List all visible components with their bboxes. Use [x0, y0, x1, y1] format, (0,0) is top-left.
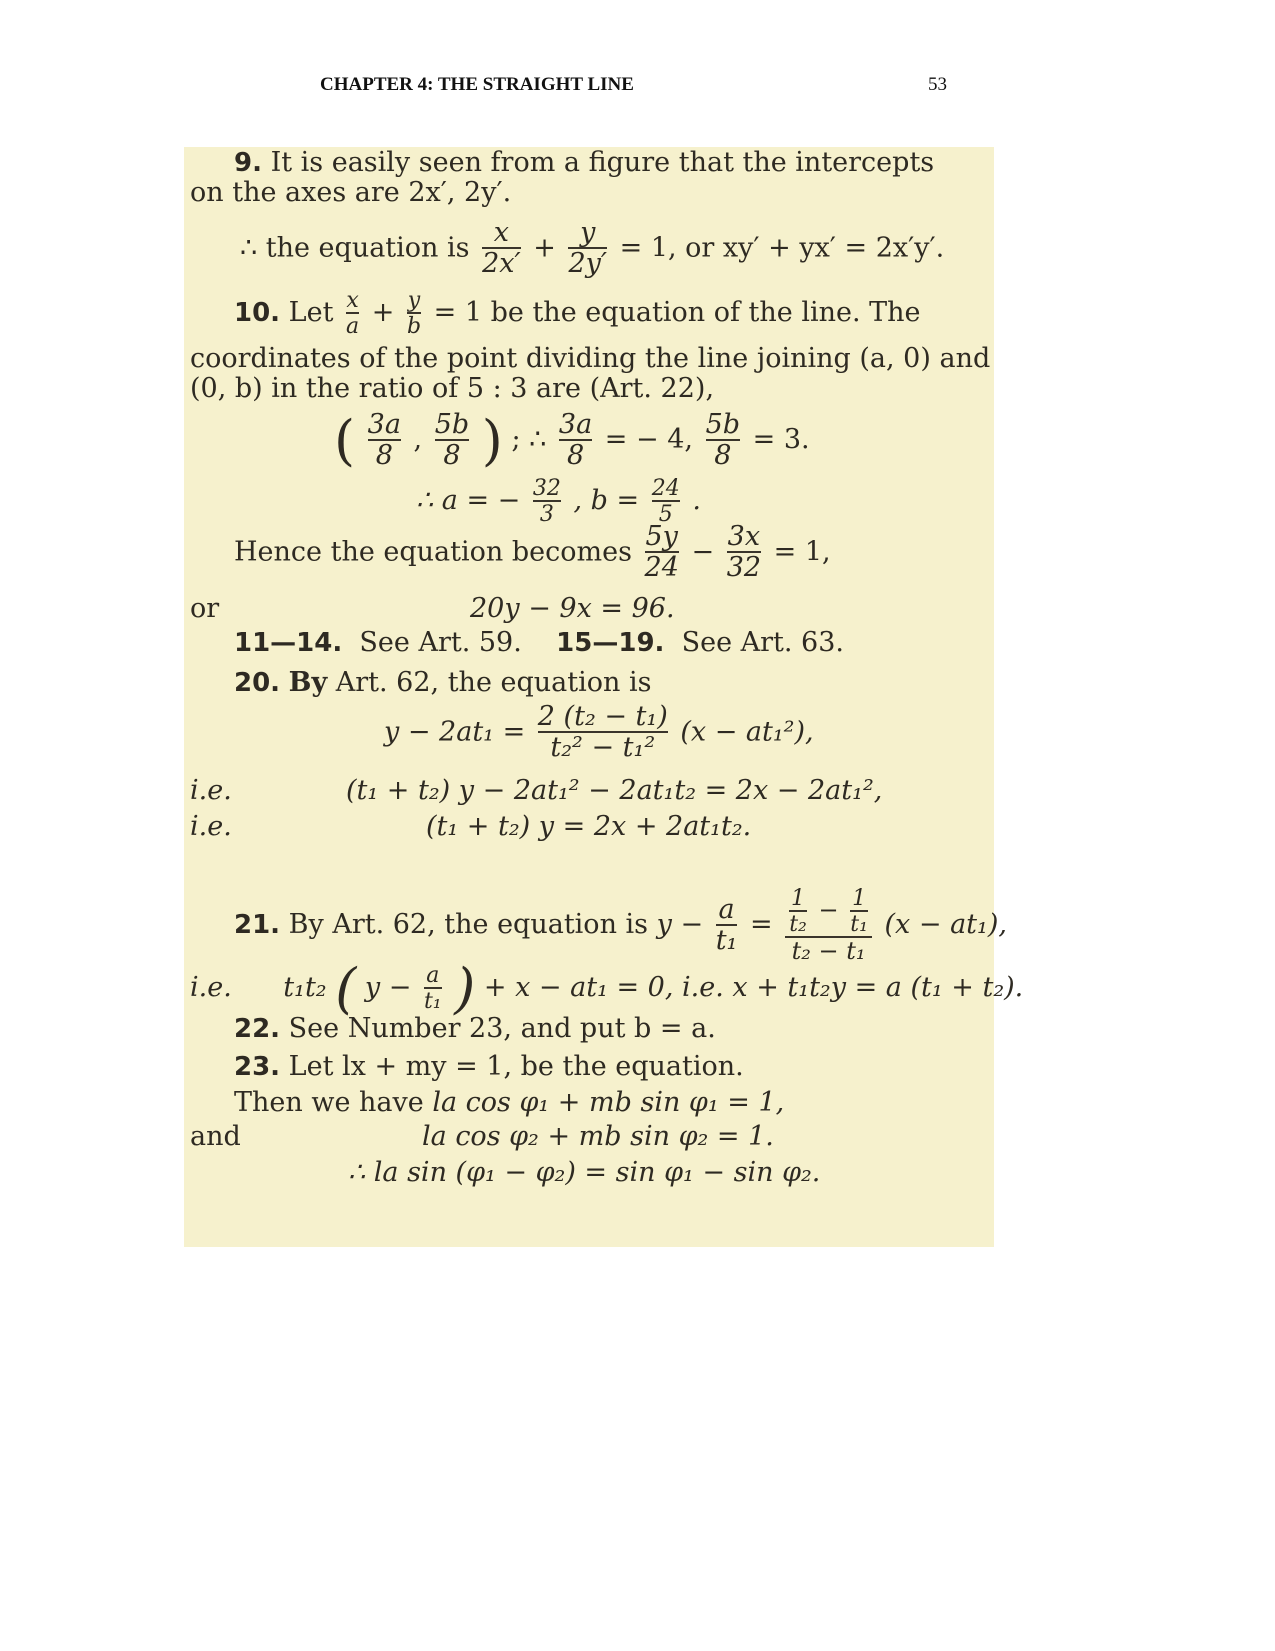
problem-9-line-1 — [234, 147, 934, 178]
problem-10-line-3 — [190, 373, 714, 404]
problem-number: 22. — [234, 1014, 281, 1044]
text: See Art. 59. — [359, 627, 522, 658]
text: = 3. — [752, 424, 810, 455]
text: (x − at₁²), — [680, 716, 814, 748]
fraction: $\frac{5b}{8}$ — [705, 408, 741, 471]
text: See Number 23, and put b = a. — [288, 1013, 716, 1044]
fraction: $\frac{y}{b}$ — [406, 288, 422, 340]
problem-22 — [234, 1013, 716, 1044]
problem-20-result — [426, 811, 751, 842]
ie-label — [190, 811, 232, 842]
fraction: $\frac{x}{2x'}$ — [482, 217, 521, 280]
problem-23-line-3 — [422, 1121, 774, 1152]
fraction: $\frac{1}{\text{t₁}}$ — [850, 886, 868, 938]
text: (x − at₁), — [884, 909, 1007, 941]
problem-10-final-equation — [470, 593, 675, 624]
text: Hence the equation becomes — [234, 536, 632, 568]
problem-number: 23. — [234, 1052, 281, 1082]
compound-numerator: $\frac{1}{\text{t₂}}$ − $\frac{1}{\text{t₁}}$ — [789, 886, 868, 938]
fraction: $\frac{1}{\text{t₂}}$ — [789, 886, 807, 938]
text: i.e. — [190, 811, 232, 842]
scanned-page-excerpt — [184, 147, 1024, 1247]
left-paren: ( — [335, 957, 357, 1020]
text: la cos φ₁ + mb sin φ₁ = 1, — [432, 1087, 785, 1118]
fraction: $\frac{3x}{32}$ — [726, 521, 762, 584]
problem-23-line-1 — [234, 1051, 744, 1082]
problem-23-line-2 — [234, 1087, 784, 1118]
text: y − 2at₁ = — [384, 716, 526, 748]
text: t₁t₂ — [283, 972, 327, 1003]
problem-10-line-1 — [234, 289, 921, 338]
comma: , — [413, 424, 423, 455]
problem-number: 9. — [234, 148, 262, 178]
text: (t₁ + t₂) y = 2x + 2at₁t₂. — [426, 811, 752, 842]
fraction: $\frac{3a}{8}$ — [367, 408, 401, 471]
operator: + — [533, 232, 556, 264]
page-number: 53 — [928, 74, 947, 95]
problem-number: 10. — [234, 298, 281, 329]
operator: = — [749, 909, 773, 941]
text: ∴ the equation is — [240, 232, 470, 264]
fraction: $\frac{3a}{8}$ — [558, 408, 593, 471]
text: , b = — [573, 485, 640, 517]
text: or — [190, 593, 220, 624]
problems-11-19 — [234, 627, 844, 658]
text: By Art. 62, the equation is — [288, 909, 649, 941]
text: Let lx + my = 1, be the equation. — [288, 1051, 744, 1082]
text: . — [692, 485, 701, 517]
right-paren: ) — [481, 409, 503, 472]
fraction: $\frac{32}{3}$ — [532, 476, 561, 528]
problem-20-equation — [384, 703, 814, 763]
text: = 1, — [773, 536, 831, 568]
text: coordinates of the point dividing the line joining (a, 0) and — [190, 343, 991, 374]
fraction: $\frac{x}{a}$ — [346, 288, 360, 340]
compound-fraction: $\frac{1}{\text{t₂}}$ − $\frac{1}{\text{t₁}}$ t₂ − t₁ — [785, 887, 872, 964]
text: ∴ a = − — [416, 485, 521, 517]
text: ; ∴ — [511, 424, 547, 455]
problem-10-result — [234, 523, 831, 583]
text: = 1, or xy′ + yx′ = 2x′y′. — [619, 232, 945, 264]
problem-23-result — [348, 1157, 820, 1188]
text: 20y − 9x = 96. — [470, 593, 675, 624]
text: = 1 be the equation of the line. The — [433, 297, 921, 329]
text: + x − at₁ = 0, i.e. x + t₁t₂y = a (t₁ + t₂). — [483, 972, 1024, 1003]
problem-21-step — [190, 957, 1023, 1020]
text: = − 4, — [604, 424, 693, 455]
problem-number: 15—19. — [556, 628, 665, 658]
text: By — [288, 667, 328, 698]
operator: + — [371, 297, 395, 329]
problem-10-coordinates — [334, 409, 810, 472]
text: Let — [288, 297, 334, 329]
text: y − — [656, 909, 704, 941]
problem-10-or-label — [190, 593, 219, 624]
text: It is easily seen from a figure that the intercepts — [270, 147, 935, 178]
text: Then we have — [234, 1087, 424, 1118]
problem-21-line-1 — [234, 887, 1007, 964]
problem-number: 20. — [234, 668, 281, 698]
operator: − — [691, 536, 715, 568]
text: See Art. 63. — [681, 627, 844, 658]
problem-10-solution — [416, 477, 701, 526]
fraction: $\frac{5y}{24}$ — [644, 521, 679, 584]
fraction: $\frac{5b}{8}$ — [434, 408, 470, 471]
problem-9-equation — [240, 219, 944, 279]
text: Art. 62, the equation is — [335, 667, 652, 698]
left-paren: ( — [334, 409, 356, 472]
text: (t₁ + t₂) y − 2at₁² − 2at₁t₂ = 2x − 2at₁², — [346, 775, 883, 806]
fraction: $\frac{y}{2y'}$ — [568, 217, 608, 280]
problem-20-line-1 — [234, 667, 651, 698]
text: on the axes are 2x′, 2y′. — [190, 177, 512, 208]
fraction: $\frac{24}{5}$ — [651, 476, 680, 528]
text: i.e. — [190, 775, 232, 806]
text: ∴ la sin (φ₁ − φ₂) = sin φ₁ − sin φ₂. — [348, 1157, 821, 1188]
problem-number: 11—14. — [234, 628, 343, 658]
ie-label — [190, 775, 232, 806]
fraction: $\frac{a}{\text{t₁}}$ — [423, 962, 442, 1014]
problem-9-line-2 — [190, 177, 511, 208]
text: i.e. — [190, 972, 232, 1003]
fraction: $\frac{\text{2 (t₂ − t₁)}}{\text{t₂² − t₁²}}$ — [537, 701, 668, 764]
text: la cos φ₂ + mb sin φ₂ = 1. — [422, 1121, 774, 1152]
problem-20-step — [346, 775, 882, 806]
text: and — [190, 1121, 241, 1152]
text: (0, b) in the ratio of 5 : 3 are (Art. 22), — [190, 373, 715, 404]
and-label — [190, 1121, 241, 1152]
fraction: $\frac{a}{\text{t₁}}$ — [715, 893, 738, 957]
text: y − — [364, 972, 412, 1003]
problem-10-line-2 — [190, 343, 990, 374]
page-header-title: CHAPTER 4: THE STRAIGHT LINE — [320, 74, 634, 95]
right-paren: ) — [454, 957, 476, 1020]
problem-number: 21. — [234, 910, 281, 941]
